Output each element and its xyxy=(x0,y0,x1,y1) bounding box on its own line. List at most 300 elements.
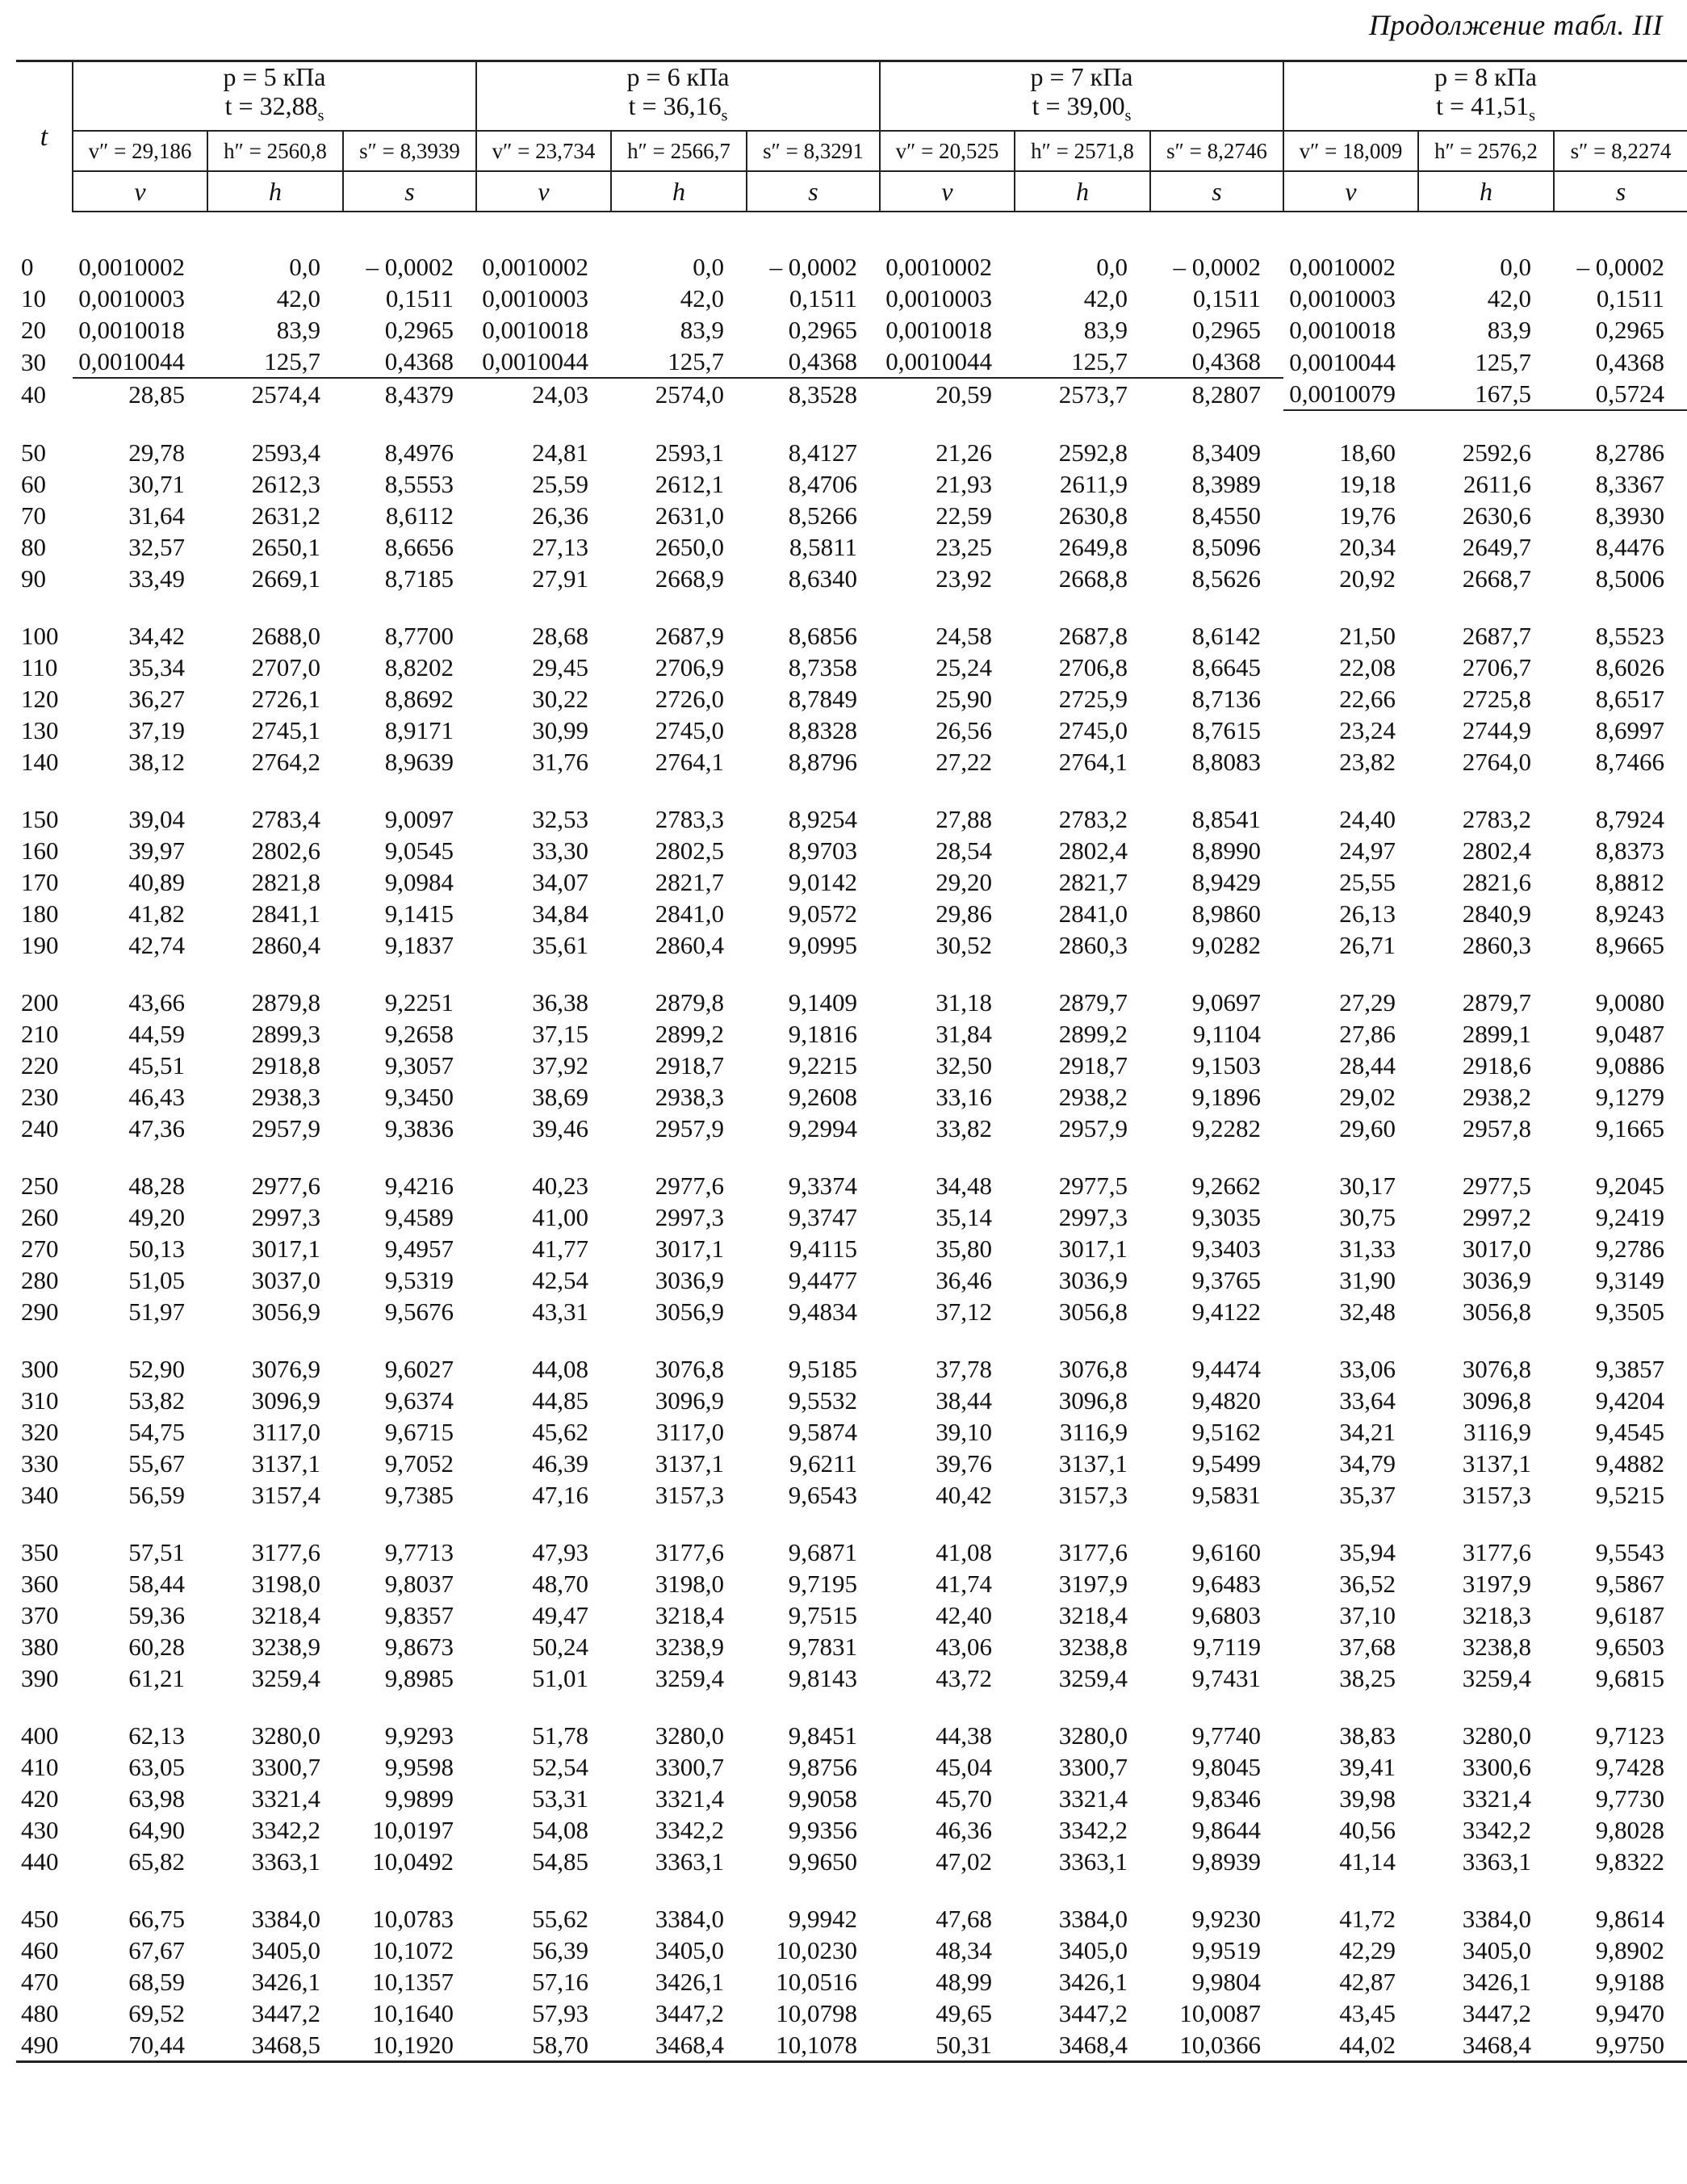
s-cell: 9,7123 xyxy=(1595,1721,1665,1750)
s-cell: 9,5215 xyxy=(1595,1481,1665,1510)
s-cell: 8,6856 xyxy=(788,622,857,651)
v-cell: 44,38 xyxy=(936,1721,992,1750)
h-cell: 3076,8 xyxy=(1058,1355,1128,1384)
h-cell: 3405,0 xyxy=(1462,1936,1531,1965)
v-cell: 0,0010003 xyxy=(885,284,992,313)
v-cell: 31,76 xyxy=(532,748,588,777)
h-cell: 3447,2 xyxy=(251,1999,320,2028)
s-cell: 9,9293 xyxy=(384,1721,454,1750)
h-cell: 2841,0 xyxy=(655,899,724,929)
table-row xyxy=(16,929,1687,961)
v-cell: 54,08 xyxy=(532,1816,588,1845)
h-cell: 2745,1 xyxy=(251,716,320,745)
v-cell: 57,51 xyxy=(128,1538,185,1567)
s-cell: 8,5006 xyxy=(1595,564,1665,593)
s-cell: 9,1837 xyxy=(384,931,454,960)
h-cell: 3137,1 xyxy=(1058,1449,1128,1478)
saturated-s-header: s″ = 8,3939 xyxy=(343,131,476,171)
spacer-cell xyxy=(16,1327,1687,1353)
h-cell: 3468,4 xyxy=(611,2029,747,2062)
s-cell: 9,5499 xyxy=(1191,1449,1261,1478)
v-cell: 37,78 xyxy=(936,1355,992,1384)
v-cell: 67,67 xyxy=(128,1936,185,1965)
s-column-label: s xyxy=(1554,171,1687,212)
h-cell: 3218,4 xyxy=(1058,1601,1128,1630)
s-cell: 10,0366 xyxy=(1150,2029,1283,2062)
v-cell: 56,59 xyxy=(128,1481,185,1510)
h-cell: 2938,2 xyxy=(1058,1083,1128,1112)
saturated-h-header: h″ = 2560,8 xyxy=(207,131,343,171)
row-group-spacer xyxy=(16,1327,1687,1353)
s-cell: 9,0886 xyxy=(1595,1051,1665,1080)
s-cell: 8,6112 xyxy=(385,501,454,530)
h-cell: 2899,1 xyxy=(1462,1020,1531,1049)
h-cell: 2879,8 xyxy=(251,988,320,1017)
s-cell: 9,5676 xyxy=(384,1297,454,1327)
h-cell: 83,9 xyxy=(1487,316,1531,345)
s-cell: 9,1896 xyxy=(1191,1083,1261,1112)
h-cell: 2802,6 xyxy=(251,836,320,866)
h-cell: 2612,3 xyxy=(251,470,320,499)
table-row xyxy=(16,531,1687,563)
v-cell: 48,34 xyxy=(936,1936,992,1965)
spacer-cell xyxy=(16,1511,1687,1536)
s-cell: 9,0282 xyxy=(1191,931,1261,960)
h-cell: 125,7 xyxy=(668,347,724,376)
s-cell: 10,0783 xyxy=(372,1905,454,1934)
s-cell: 9,2419 xyxy=(1595,1203,1665,1232)
h-cell: 2573,7 xyxy=(1015,378,1150,410)
h-cell: 2977,5 xyxy=(1462,1172,1531,1201)
h-cell: 3342,2 xyxy=(1058,1816,1128,1845)
table-row xyxy=(16,346,1687,378)
h-cell: 3384,0 xyxy=(1058,1905,1128,1934)
v-cell: 0,0010002 xyxy=(1289,253,1396,282)
v-cell: 38,12 xyxy=(128,748,185,777)
h-cell: 3300,6 xyxy=(1462,1753,1531,1782)
v-cell: 23,25 xyxy=(936,533,992,562)
h-cell: 3363,1 xyxy=(1462,1847,1531,1876)
h-cell: 3096,9 xyxy=(251,1386,320,1415)
v-cell: 41,72 xyxy=(1339,1905,1396,1934)
s-cell: 0,2965 xyxy=(384,316,454,345)
v-cell: 39,10 xyxy=(936,1418,992,1447)
h-cell: 3363,1 xyxy=(251,1847,320,1876)
h-cell: 2802,5 xyxy=(655,836,724,866)
s-cell: 9,5532 xyxy=(788,1386,857,1415)
v-cell: 24,58 xyxy=(936,622,992,651)
v-cell: 41,08 xyxy=(936,1538,992,1567)
s-cell: 9,5185 xyxy=(788,1355,857,1384)
table-row xyxy=(16,987,1687,1018)
v-cell: 38,25 xyxy=(1339,1664,1396,1693)
h-cell: 3384,0 xyxy=(251,1905,320,1934)
h-cell: 2977,6 xyxy=(655,1172,724,1201)
h-cell: 3116,9 xyxy=(1059,1418,1128,1447)
v-cell: 23,82 xyxy=(1339,748,1396,777)
s-cell: 8,9703 xyxy=(788,836,857,866)
v-cell: 30,52 xyxy=(936,931,992,960)
v-cell: 21,93 xyxy=(936,470,992,499)
h-cell: 3426,1 xyxy=(1462,1968,1531,1997)
h-cell: 3342,2 xyxy=(655,1816,724,1845)
v-cell: 34,42 xyxy=(128,622,185,651)
s-cell: 8,3409 xyxy=(1191,438,1261,467)
v-cell: 43,31 xyxy=(532,1297,588,1327)
s-cell: 9,4882 xyxy=(1595,1449,1665,1478)
s-cell: – 0,0002 xyxy=(366,253,454,282)
h-cell: 3177,6 xyxy=(251,1538,320,1567)
s-cell: 8,9639 xyxy=(384,748,454,777)
s-cell: 0,5724 xyxy=(1554,378,1687,410)
v-cell: 20,34 xyxy=(1339,533,1396,562)
table-row xyxy=(16,378,1687,410)
h-cell: 3238,8 xyxy=(1058,1633,1128,1662)
saturated-h-header: h″ = 2576,2 xyxy=(1418,131,1554,171)
s-cell: 8,8373 xyxy=(1595,836,1665,866)
v-cell: 44,85 xyxy=(532,1386,588,1415)
h-cell: 3321,4 xyxy=(655,1784,724,1813)
h-cell: 3177,6 xyxy=(655,1538,724,1567)
v-cell: 0,0010018 xyxy=(482,316,588,345)
h-cell: 2611,6 xyxy=(1463,470,1531,499)
h-column-label: h xyxy=(1418,171,1554,212)
h-cell: 3177,6 xyxy=(1462,1538,1531,1567)
s-cell: 8,5266 xyxy=(788,501,857,530)
h-cell: 2630,6 xyxy=(1462,501,1531,530)
h-cell: 3177,6 xyxy=(1058,1538,1128,1567)
s-cell: 8,8202 xyxy=(384,653,454,682)
s-cell: 9,0097 xyxy=(384,805,454,834)
s-cell: 9,3836 xyxy=(384,1114,454,1143)
temperature-cell: 260 xyxy=(21,1203,59,1232)
h-cell: 3468,4 xyxy=(1015,2029,1150,2062)
s-cell: 8,4706 xyxy=(788,470,857,499)
s-cell: 9,0697 xyxy=(1191,988,1261,1017)
s-cell: 8,7185 xyxy=(384,564,454,593)
s-cell: 9,6187 xyxy=(1595,1601,1665,1630)
s-cell: 9,4204 xyxy=(1595,1386,1665,1415)
h-cell: 2860,4 xyxy=(655,931,724,960)
h-cell: 2745,0 xyxy=(655,716,724,745)
v-cell: 34,79 xyxy=(1339,1449,1396,1478)
h-cell: 2899,2 xyxy=(1058,1020,1128,1049)
h-cell: 2726,1 xyxy=(251,685,320,714)
h-cell: 3468,4 xyxy=(1418,2029,1554,2062)
temperature-cell: 150 xyxy=(21,805,59,834)
v-cell: 31,90 xyxy=(1339,1266,1396,1295)
v-cell: 41,82 xyxy=(128,899,185,929)
s-cell: 9,4474 xyxy=(1191,1355,1261,1384)
h-cell: 2650,0 xyxy=(655,533,724,562)
s-cell: 0,4368 xyxy=(788,347,857,376)
h-cell: 3096,8 xyxy=(1462,1386,1531,1415)
v-cell: 18,60 xyxy=(1339,438,1396,467)
temperature-cell: 420 xyxy=(21,1784,59,1813)
v-cell: 29,20 xyxy=(936,868,992,897)
h-cell: 125,7 xyxy=(1071,347,1128,376)
v-cell: 43,06 xyxy=(936,1633,992,1662)
v-cell: 31,64 xyxy=(128,501,185,530)
h-cell: 3280,0 xyxy=(251,1721,320,1750)
h-cell: 2840,9 xyxy=(1462,899,1531,929)
s-cell: 9,2994 xyxy=(788,1114,857,1143)
s-cell: 8,4379 xyxy=(343,378,476,410)
v-cell: 25,59 xyxy=(532,470,588,499)
v-cell: 27,91 xyxy=(532,564,588,593)
h-cell: 3384,0 xyxy=(1462,1905,1531,1934)
h-cell: 3280,0 xyxy=(1058,1721,1128,1750)
v-cell: 23,92 xyxy=(936,564,992,593)
temperature-cell: 230 xyxy=(21,1083,59,1112)
s-cell: 10,0516 xyxy=(776,1968,857,1997)
v-cell: 65,82 xyxy=(128,1847,185,1876)
v-cell: 32,57 xyxy=(128,533,185,562)
v-cell: 27,88 xyxy=(936,805,992,834)
v-cell: 28,54 xyxy=(936,836,992,866)
s-cell: 9,8939 xyxy=(1191,1847,1261,1876)
h-cell: 2957,8 xyxy=(1462,1114,1531,1143)
temperature-cell: 130 xyxy=(21,716,59,745)
table-row xyxy=(16,652,1687,683)
temperature-cell: 90 xyxy=(21,564,46,593)
h-cell: 2802,4 xyxy=(1058,836,1128,866)
row-group-spacer xyxy=(16,212,1687,251)
h-cell: 3017,1 xyxy=(655,1235,724,1264)
s-cell: 9,7385 xyxy=(384,1481,454,1510)
s-cell: 9,3857 xyxy=(1595,1355,1665,1384)
table-row xyxy=(16,1050,1687,1081)
table-row xyxy=(16,746,1687,778)
table-row xyxy=(16,1353,1687,1385)
s-cell: 8,9429 xyxy=(1191,868,1261,897)
h-cell: 2611,9 xyxy=(1059,470,1128,499)
s-cell: 9,4957 xyxy=(384,1235,454,1264)
h-cell: 83,9 xyxy=(680,316,724,345)
temperature-cell: 190 xyxy=(21,931,59,960)
h-cell: 3137,1 xyxy=(1462,1449,1531,1478)
v-cell: 25,55 xyxy=(1339,868,1396,897)
v-cell: 46,43 xyxy=(128,1083,185,1112)
h-cell: 2918,7 xyxy=(1058,1051,1128,1080)
v-cell: 46,36 xyxy=(936,1816,992,1845)
h-cell: 2688,0 xyxy=(251,622,320,651)
h-cell: 3426,1 xyxy=(251,1968,320,1997)
h-cell: 2783,2 xyxy=(1462,805,1531,834)
h-cell: 2631,0 xyxy=(655,501,724,530)
v-cell: 44,02 xyxy=(1283,2029,1418,2062)
s-cell: 9,8028 xyxy=(1595,1816,1665,1845)
spacer-cell xyxy=(16,778,1687,803)
temperature-column-header: t xyxy=(16,61,73,212)
v-cell: 0,0010003 xyxy=(1289,284,1396,313)
h-cell: 2668,8 xyxy=(1058,564,1128,593)
temperature-cell: 50 xyxy=(21,438,46,467)
v-cell: 0,0010002 xyxy=(885,253,992,282)
saturated-v-header: v″ = 18,009 xyxy=(1283,131,1418,171)
table-row xyxy=(16,1233,1687,1264)
temperature-cell: 120 xyxy=(21,685,59,714)
table-body xyxy=(16,212,1687,2062)
h-cell: 3259,4 xyxy=(1058,1664,1128,1693)
v-cell: 0,0010018 xyxy=(78,316,185,345)
s-cell: 9,6211 xyxy=(789,1449,857,1478)
spacer-cell xyxy=(16,961,1687,987)
v-cell: 22,59 xyxy=(936,501,992,530)
s-cell: 8,2786 xyxy=(1595,438,1665,467)
v-cell: 44,59 xyxy=(128,1020,185,1049)
temperature-cell: 430 xyxy=(21,1816,59,1845)
v-cell: 31,18 xyxy=(936,988,992,1017)
table-row xyxy=(16,1966,1687,1997)
temperature-cell: 240 xyxy=(21,1114,59,1143)
table-row xyxy=(16,1599,1687,1631)
table-row xyxy=(16,314,1687,346)
h-cell: 2687,7 xyxy=(1462,622,1531,651)
table-row xyxy=(16,835,1687,866)
h-cell: 2592,6 xyxy=(1462,438,1531,467)
v-cell: 38,44 xyxy=(936,1386,992,1415)
h-cell: 3076,8 xyxy=(655,1355,724,1384)
s-cell: 9,9750 xyxy=(1554,2029,1687,2062)
v-cell: 49,65 xyxy=(936,1999,992,2028)
s-cell: 9,8037 xyxy=(384,1570,454,1599)
s-cell: 8,2807 xyxy=(1150,378,1283,410)
s-cell: 8,8541 xyxy=(1191,805,1261,834)
pressure-label: p = 7 кПа xyxy=(1030,62,1133,91)
h-cell: 0,0 xyxy=(1500,253,1531,282)
s-cell: 8,9243 xyxy=(1595,899,1665,929)
h-cell: 2821,8 xyxy=(251,868,320,897)
h-cell: 2783,4 xyxy=(251,805,320,834)
s-cell: 10,1072 xyxy=(372,1936,454,1965)
v-cell: 27,13 xyxy=(532,533,588,562)
v-cell: 23,24 xyxy=(1339,716,1396,745)
h-cell: 2593,4 xyxy=(251,438,320,467)
h-cell: 3468,5 xyxy=(207,2029,343,2062)
s-cell: 8,5523 xyxy=(1595,622,1665,651)
table-row xyxy=(16,1783,1687,1814)
v-cell: 31,84 xyxy=(936,1020,992,1049)
s-cell: 9,9356 xyxy=(788,1816,857,1845)
v-cell: 68,59 xyxy=(128,1968,185,1997)
temperature-cell: 160 xyxy=(21,836,59,866)
v-cell: 30,99 xyxy=(532,716,588,745)
s-cell: 8,9254 xyxy=(788,805,857,834)
v-cell: 19,76 xyxy=(1339,501,1396,530)
v-cell: 35,61 xyxy=(532,931,588,960)
s-cell: 9,8673 xyxy=(384,1633,454,1662)
h-cell: 2879,8 xyxy=(655,988,724,1017)
s-column-label: s xyxy=(1150,171,1283,212)
temperature-cell: 450 xyxy=(21,1905,59,1934)
table-row xyxy=(16,1018,1687,1050)
s-cell: 9,4589 xyxy=(384,1203,454,1232)
s-cell: 9,3149 xyxy=(1595,1266,1665,1295)
v-cell: 32,50 xyxy=(936,1051,992,1080)
temperature-cell: 280 xyxy=(21,1266,59,1295)
s-cell: 9,0995 xyxy=(788,931,857,960)
v-cell: 30,17 xyxy=(1339,1172,1396,1201)
h-cell: 83,9 xyxy=(276,316,320,345)
v-cell: 26,13 xyxy=(1339,899,1396,929)
h-cell: 3117,0 xyxy=(252,1418,320,1447)
s-cell: 9,3765 xyxy=(1191,1266,1261,1295)
v-cell: 33,30 xyxy=(532,836,588,866)
v-cell: 51,05 xyxy=(128,1266,185,1295)
table-row xyxy=(16,1479,1687,1511)
h-cell: 3426,1 xyxy=(655,1968,724,1997)
v-cell: 52,90 xyxy=(128,1355,185,1384)
s-cell: 9,8644 xyxy=(1191,1816,1261,1845)
temperature-cell: 320 xyxy=(21,1418,59,1447)
s-cell: 9,9942 xyxy=(788,1905,857,1934)
h-cell: 2938,3 xyxy=(251,1083,320,1112)
table-row xyxy=(16,251,1687,283)
v-cell: 24,40 xyxy=(1339,805,1396,834)
temperature-cell: 380 xyxy=(21,1633,59,1662)
table-row xyxy=(16,563,1687,594)
s-cell: 9,6543 xyxy=(788,1481,857,1510)
table-row xyxy=(16,1720,1687,1751)
s-cell: 9,4477 xyxy=(788,1266,857,1295)
s-cell: 9,1409 xyxy=(788,988,857,1017)
v-cell: 40,89 xyxy=(128,868,185,897)
s-cell: 9,1816 xyxy=(788,1020,857,1049)
pressure-label: p = 8 кПа xyxy=(1434,62,1537,91)
table-row xyxy=(16,1903,1687,1935)
row-group-spacer xyxy=(16,1877,1687,1903)
temperature-cell: 340 xyxy=(21,1481,59,1510)
v-cell: 27,29 xyxy=(1339,988,1396,1017)
s-cell: 8,7136 xyxy=(1191,685,1261,714)
h-cell: 2802,4 xyxy=(1462,836,1531,866)
v-cell: 33,82 xyxy=(936,1114,992,1143)
table-row xyxy=(16,1997,1687,2029)
v-cell: 39,98 xyxy=(1339,1784,1396,1813)
v-column-label: v xyxy=(1283,171,1418,212)
s-cell: 10,1357 xyxy=(372,1968,454,1997)
v-cell: 47,36 xyxy=(128,1114,185,1143)
s-cell: 9,8902 xyxy=(1595,1936,1665,1965)
h-cell: 2725,9 xyxy=(1058,685,1128,714)
v-cell: 53,82 xyxy=(128,1386,185,1415)
v-cell: 48,99 xyxy=(936,1968,992,1997)
v-cell: 37,19 xyxy=(128,716,185,745)
s-cell: 9,7119 xyxy=(1192,1633,1261,1662)
row-group-spacer xyxy=(16,1511,1687,1536)
h-cell: 2706,9 xyxy=(655,653,724,682)
v-cell: 21,26 xyxy=(936,438,992,467)
table-caption: Продолжение табл. III xyxy=(1368,9,1663,41)
h-cell: 2574,4 xyxy=(207,378,343,410)
v-cell: 33,06 xyxy=(1339,1355,1396,1384)
h-column-label: h xyxy=(611,171,747,212)
v-cell: 29,60 xyxy=(1339,1114,1396,1143)
h-cell: 2649,8 xyxy=(1058,533,1128,562)
v-cell: 32,53 xyxy=(532,805,588,834)
v-cell: 61,21 xyxy=(128,1664,185,1693)
s-cell: 10,0230 xyxy=(776,1936,857,1965)
table-row xyxy=(16,715,1687,746)
h-cell: 3321,4 xyxy=(1462,1784,1531,1813)
v-cell: 50,24 xyxy=(532,1633,588,1662)
v-cell: 26,71 xyxy=(1339,931,1396,960)
v-cell: 48,28 xyxy=(128,1172,185,1201)
s-cell: 8,8328 xyxy=(788,716,857,745)
temperature-cell: 40 xyxy=(21,379,46,409)
s-cell: 8,5811 xyxy=(789,533,857,562)
